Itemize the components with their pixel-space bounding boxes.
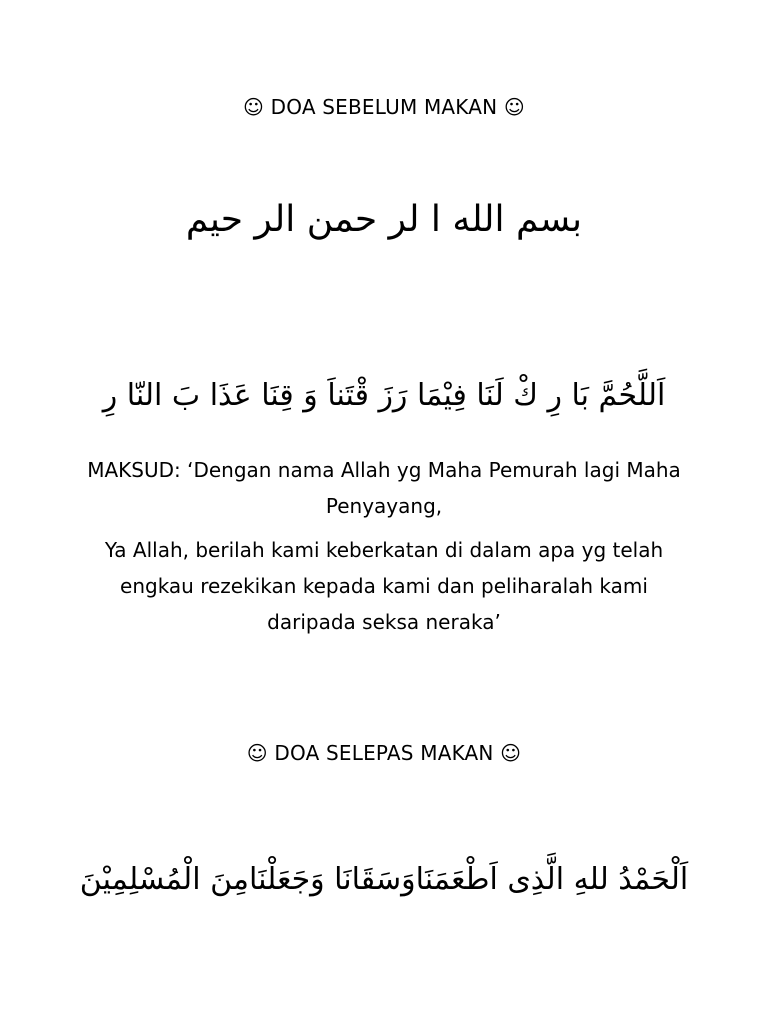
after-meal-dua-arabic: اَلْحَمْدُ للهِ الَّذِى اَطْعَمَنَاوَسَقَانَا وَجَعَلْنَامِنَ الْمُسْلِمِيْنَ (79, 862, 689, 897)
translation-paragraph-2: Ya Allah, berilah kami keberkatan di dalam apa yg telah engkau rezekikan kepada kami dan peliharalah kami daripada seksa neraka’ (104, 538, 664, 634)
before-meal-title: ☺ DOA SEBELUM MAKAN ☺ (243, 95, 525, 119)
basmala-text: بسم الله ا لر حمن الر حيم (185, 199, 583, 240)
before-meal-dua-arabic: اَللَّحُمَّ بَا رِ كْ لَنَا فِيْمَا رَزَ قْتَناَ وَ قِنَا عَذَا بَ النّا رِ (102, 378, 666, 413)
translation-paragraph-1: MAKSUD: ‘Dengan nama Allah yg Maha Pemurah lagi Maha Penyayang, (87, 458, 681, 518)
before-meal-translation (0, 452, 768, 640)
after-meal-title: ☺ DOA SELEPAS MAKAN ☺ (246, 741, 522, 765)
